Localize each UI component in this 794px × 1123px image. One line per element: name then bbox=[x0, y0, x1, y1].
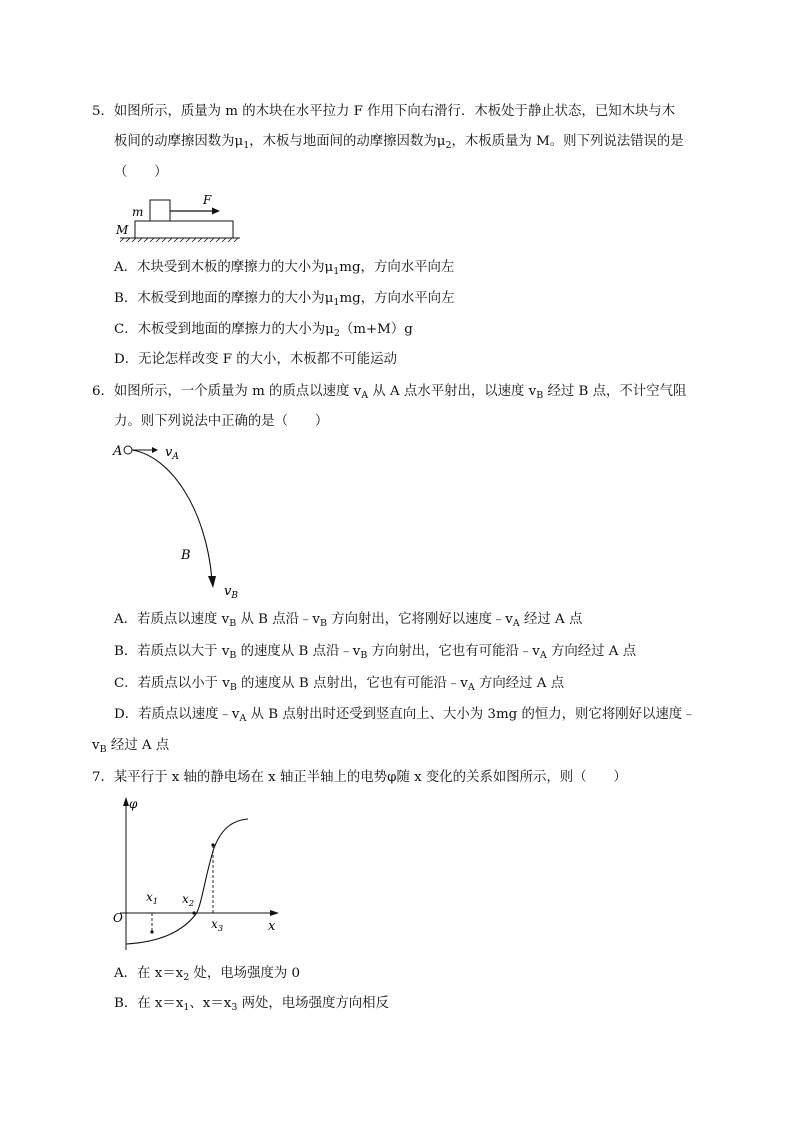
q6-stem-line1: 6．如图所示，一个质量为 m 的质点以速度 $v_A$ 从 A 点水平射出，以速度 $v_B$ 经过 B 点，不计空气阻 bbox=[92, 384, 687, 401]
label-x-axis: x bbox=[268, 919, 276, 934]
q5-figure-block-board bbox=[112, 190, 242, 244]
q7-stem-line1: 7．某平行于 x 轴的静电场在 x 轴正半轴上的电势φ随 x 变化的关系如图所示，则（ ） bbox=[92, 770, 627, 785]
q5-option-A[interactable]: A．木块受到木板的摩擦力的大小为$\mu_1mg$，方向水平向左 bbox=[114, 260, 455, 277]
q6-figure-trajectory bbox=[110, 438, 250, 602]
velocity-A-arrowhead bbox=[152, 447, 158, 453]
q5-answer-bracket: （ ） bbox=[114, 165, 168, 180]
label-vA: $v_A$ bbox=[165, 445, 179, 462]
board-M bbox=[135, 221, 233, 238]
particle-A bbox=[124, 446, 132, 454]
label-phi: φ bbox=[129, 797, 138, 811]
q5-stem-line1: 5．如图所示，质量为 m 的木块在水平拉力 F 作用下向右滑行．木板处于静止状态，已知木块与木 bbox=[92, 104, 676, 119]
x-axis-arrowhead bbox=[270, 910, 279, 916]
q6-option-D[interactable]: D．若质点以速度$﹣v_A$ 从 B 点射出时还受到竖直向上、大小为 3mg 的恒力，则它将刚好以速度﹣ bbox=[114, 707, 696, 724]
label-x3: $x_3$ bbox=[211, 917, 224, 934]
x1-point bbox=[150, 930, 153, 933]
label-vB: $v_B$ bbox=[224, 584, 238, 601]
label-x2: $x_2$ bbox=[182, 892, 195, 909]
q7-option-A[interactable]: A．在 $x=x_2$ 处，电场强度为 0 bbox=[114, 966, 301, 983]
q6-option-A[interactable]: A．若质点以速度 $v_B$ 从 B 点沿$﹣v_B$ 方向射出，它将刚好以速度$﹣v_A$ 经过 A 点 bbox=[114, 612, 583, 629]
ground-hatching bbox=[120, 238, 238, 242]
q7-figure-potential-graph bbox=[110, 792, 290, 956]
force-arrowhead bbox=[212, 208, 220, 215]
q6-option-D-continued: $v_B$ 经过 A 点 bbox=[92, 738, 170, 755]
label-x1: $x_1$ bbox=[146, 890, 159, 907]
q6-option-B[interactable]: B．若质点以大于 $v_B$ 的速度从 B 点沿$﹣v_B$ 方向射出，它也有可能沿$﹣v_A$ 方向经过 A 点 bbox=[114, 644, 637, 661]
q5-option-D[interactable]: D．无论怎样改变 F 的大小，木板都不可能运动 bbox=[114, 352, 397, 367]
label-origin: O bbox=[113, 911, 123, 925]
label-A: A bbox=[113, 444, 123, 459]
label-F: F bbox=[203, 193, 212, 207]
q5-stem-line2: 板间的动摩擦因数为$\mu_1$，木板与地面间的动摩擦因数为$\mu_2$，木板质量为 M。则下列说法错误的是 bbox=[114, 134, 684, 151]
trajectory-curve bbox=[132, 450, 212, 580]
label-M: M bbox=[116, 223, 129, 237]
q5-option-B[interactable]: B．木板受到地面的摩擦力的大小为$\mu_1mg$，方向水平向左 bbox=[114, 291, 455, 308]
q6-stem-line2: 力。则下列说法中正确的是（ ） bbox=[114, 414, 329, 429]
velocity-B-arrowhead bbox=[208, 576, 216, 588]
block-m bbox=[150, 200, 170, 221]
x3-point bbox=[211, 843, 214, 846]
q6-option-C[interactable]: C．若质点以小于 $v_B$ 的速度从 B 点射出，它也有可能沿$﹣v_A$ 方向经过 A 点 bbox=[114, 676, 565, 693]
label-m: m bbox=[132, 205, 144, 219]
potential-curve bbox=[126, 819, 248, 944]
q5-option-C[interactable]: C．木板受到地面的摩擦力的大小为$\mu_2(m+M)g$ bbox=[114, 322, 413, 339]
q7-option-B[interactable]: B．在 $x=x_1$、$x=x_3$ 两处，电场强度方向相反 bbox=[114, 996, 389, 1013]
label-B: B bbox=[181, 548, 191, 563]
x2-point bbox=[192, 911, 195, 914]
